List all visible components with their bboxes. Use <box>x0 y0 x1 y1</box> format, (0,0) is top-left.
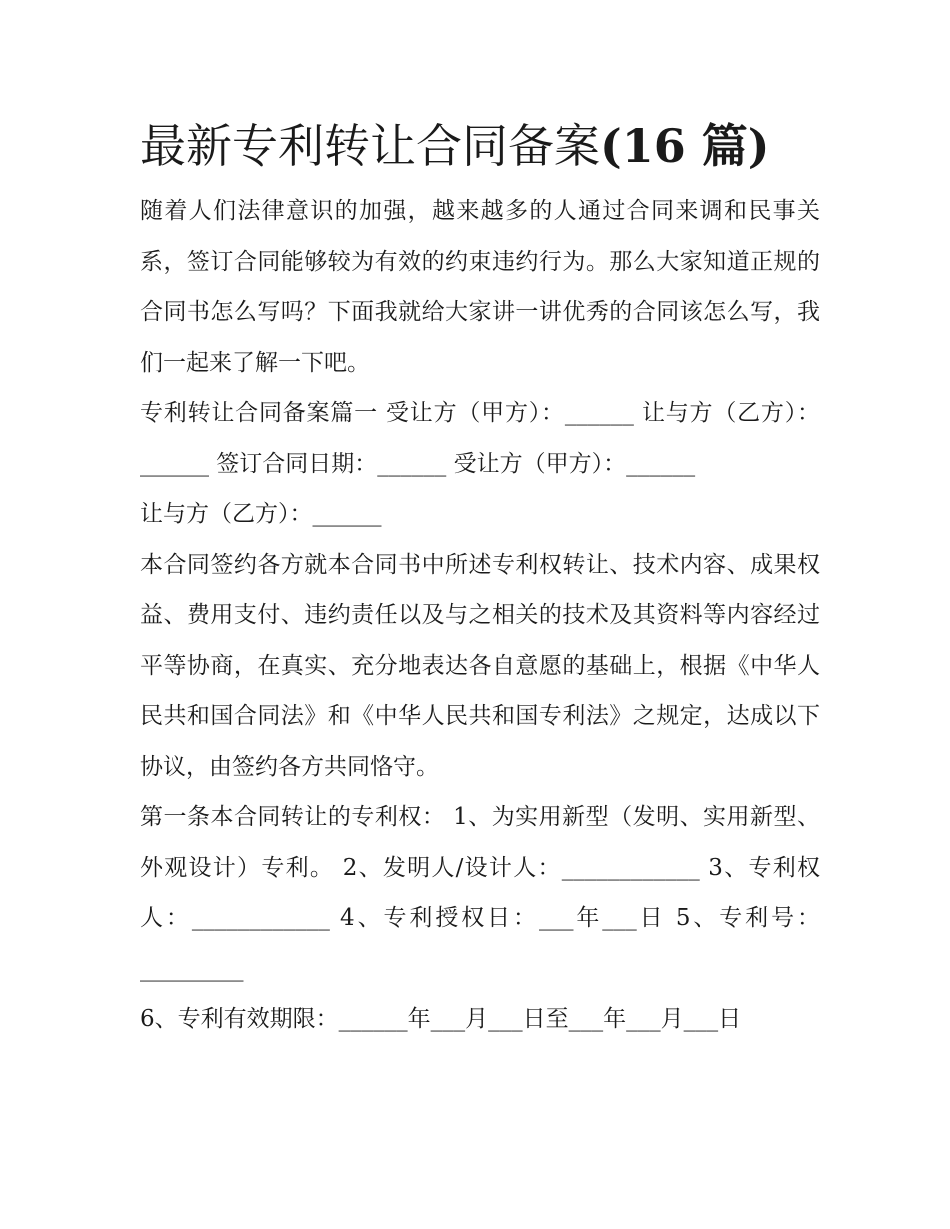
section1-party-b-line: 让与方（乙方）：______ <box>140 501 382 527</box>
article1-validity-line: 6、专利有效期限：______年___月___日至___年___月___日 <box>140 1006 742 1032</box>
section1-header-paragraph: 专利转让合同备案篇一 受让方（甲方）：______ 让与方（乙方）：______ 签订合同日期：______ 受让方（甲方）：______ <box>140 400 820 477</box>
section1-body-paragraph: 本合同签约各方就本合同书中所述专利权转让、技术内容、成果权益、费用支付、违约责任以及与之相关的技术及其资料等内容经过平等协商，在真实、充分地表达各自意愿的基础上，根据《中华人民共和国合同法》和《中华人民共和国专利法》之规定，达成以下协议，由签约各方共同恪守。 <box>140 551 820 780</box>
intro-paragraph: 随着人们法律意识的加强，越来越多的人通过合同来调和民事关系，签订合同能够较为有效的约束违约行为。那么大家知道正规的合同书怎么写吗？下面我就给大家讲一讲优秀的合同该怎么写，我们一起来了解一下吧。 <box>140 198 820 376</box>
document-title <box>140 110 820 182</box>
title-suffix: (16 篇) <box>600 119 770 173</box>
title-main: 最新专利转让合同备案 <box>140 119 600 173</box>
document-page <box>140 110 820 1045</box>
article1-paragraph: 第一条本合同转让的专利权： 1、为实用新型（发明、实用新型、外观设计）专利。 2、发明人/设计人：____________ 3、专利权人：____________ 4、专利授权日：___年___日 5、专利号：_________ <box>140 804 820 982</box>
